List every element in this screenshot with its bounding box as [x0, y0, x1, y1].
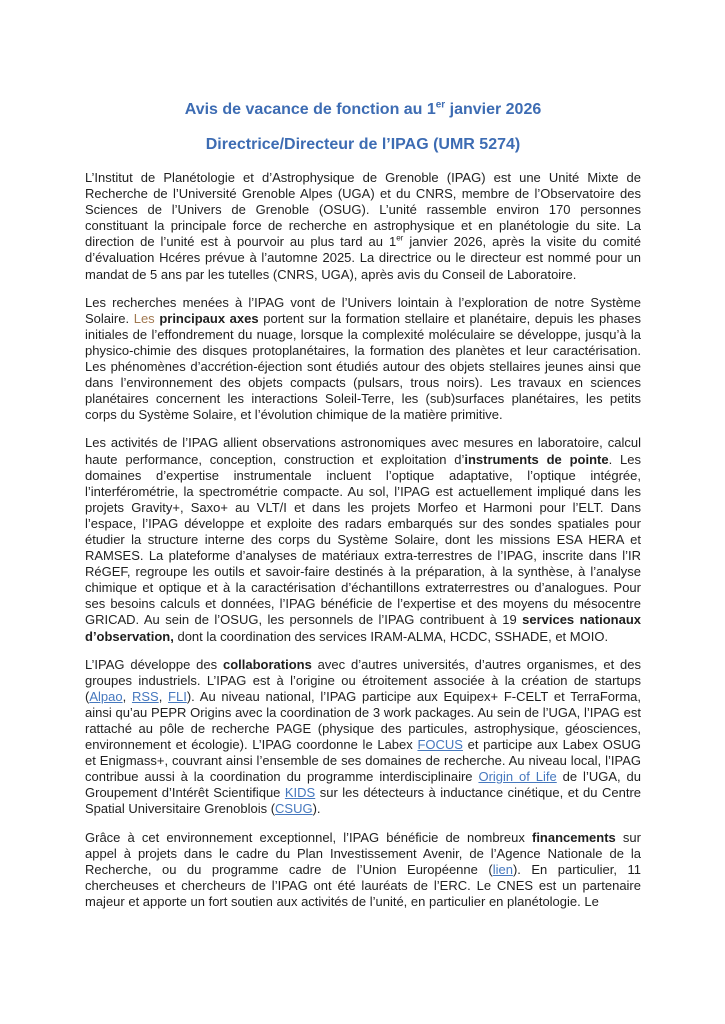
text-run: sur les détecteurs à inductance cinétique, et du Centre Spatial Universitaire Grenoblois ( — [85, 785, 642, 817]
text-run: L’IPAG développe des — [85, 656, 223, 672]
superscript-run: er — [435, 99, 446, 111]
text-run: ). — [312, 801, 321, 817]
text-run: , — [122, 688, 132, 704]
text-run: Les activités de l’IPAG allient observations astronomiques avec mesures en laboratoire, calcul haute performance, conception, construction et exploitation d’ — [85, 435, 641, 467]
text-run: ). En particulier, 11 chercheuses et chercheurs de l’IPAG ont été lauréats de l’ERC. Le CNES est un partenaire majeur et apporte un fort soutien aux activités de l’unité, en particulier en planétologie. Le — [85, 861, 641, 909]
document-subtitle — [85, 135, 641, 155]
link-lien[interactable]: lien — [492, 861, 513, 877]
text-run: avec d’autres universités, d’autres organismes, et des groupes industriels. L’IPAG est à l’origine ou étroitement associée à la création de startups ( — [85, 656, 641, 704]
link-rss[interactable]: RSS — [131, 688, 159, 704]
text-run: janvier 2026, après la visite du comité d’évaluation Hcéres prévue à l’automne 2025. La directrice ou le directeur est nommé pour un mandat de 5 ans par les tutelles (CNRS, UGA), après avis du Conseil de Laboratoire. — [85, 234, 641, 282]
paragraph-collaborations — [85, 657, 641, 818]
link-origin-of-life[interactable]: Origin of Life — [478, 769, 557, 785]
text-run: de l’UGA, du Groupement d’Intérêt Scientifique — [85, 769, 641, 801]
bold-run: services nationaux d’observation, — [85, 612, 641, 644]
text-run: Grâce à cet environnement exceptionnel, l’IPAG bénéficie de nombreux — [85, 829, 532, 845]
text-run: et participe aux Labex OSUG et Enigmass+, couvrant ainsi l’ensemble de ses domaines de recherche. Au niveau local, l’IPAG contribue aussi à la coordination du programme interdisciplinaire — [85, 737, 641, 785]
superscript-run: er — [396, 234, 404, 244]
text-run: janvier 2026 — [445, 101, 542, 118]
link-csug[interactable]: CSUG — [275, 801, 313, 817]
link-fli[interactable]: FLI — [168, 688, 187, 704]
text-run: Directrice/Directeur de l’IPAG (UMR 5274) — [205, 136, 521, 153]
text-run: . Les domaines d’expertise instrumentale incluent l’optique adaptative, l’optique intégrée, l’interférométrie, la spectrométrie compacte. Au sol, l’IPAG est actuellement impliqué dans les projets Gravity+, Saxo+ au VLT/I et dans les projets Morfeo et Harmoni pour l’ELT. Dans l’espace, l’IPAG développe et exploite des radars embarqués sur des sondes spatiales pour étudier la structure interne des corps du Système Solaire, dont les missions ESA HERA et RAMSES. La plateforme d’analyses de matériaux extra-terrestres de l’IPAG, inscrite dans l’IR RéGEF, regroupe les outils et savoir-faire destinés à la préparation, à la synthèse, à l’analyse chimique et optique et à la caractérisation d’échantillons extraterrestres ou d’analogues. Pour ses besoins calculs et données, l’IPAG bénéficie de l’expertise et des moyens du mésocentre GRICAD. Au sein de l’OSUG, les personnels de l’IPAG contribuent à 19 — [85, 451, 641, 628]
paragraph-financements — [85, 830, 641, 910]
text-run: ). Au niveau national, l’IPAG participe aux Equipex+ F-CELT et TerraForma, ainsi qu’au PEPR Origins avec la coordination de 3 work packages. Au sein de l’UGA, l’IPAG est rattaché au pôle de recherche PAGE (physique des particules, astrophysique, géosciences, environnement et écologie). L’IPAG coordonne le Labex — [85, 688, 641, 753]
link-focus[interactable]: FOCUS — [417, 737, 463, 753]
text-run: , — [158, 688, 169, 704]
text-run: Avis de vacance de fonction au 1 — [184, 101, 436, 118]
link-kids[interactable]: KIDS — [284, 785, 316, 801]
bold-run: financements — [531, 829, 616, 845]
text-run: L’Institut de Planétologie et d’Astrophysique de Grenoble (IPAG) est une Unité Mixte de Recherche de l’Université Grenoble Alpes (UGA) et du CNRS, membre de l’Observatoire des Sciences de l’Univers de Grenoble (OSUG). L’unité rassemble environ 170 personnes constituant la principale force de recherche en astrophysique et en planétologie du site. La direction de l’unité est à pourvoir au plus tard au 1 — [85, 170, 641, 250]
bold-run: instruments de pointe — [464, 451, 609, 467]
bold-run: collaborations — [222, 656, 312, 672]
paragraph-presentation — [85, 170, 641, 283]
document-title — [85, 100, 641, 120]
text-run: sur appel à projets dans le cadre du Plan Investissement Avenir, de l’Agence Nationale de la Recherche, ou du programme cadre de l’Union Européenne ( — [85, 829, 641, 877]
document-content — [85, 100, 641, 922]
document-body — [85, 170, 641, 910]
paragraph-recherches — [85, 295, 641, 424]
text-run: portent sur la formation stellaire et planétaire, depuis les phases initiales de l’effondrement du nuage, lorsque la complexité moléculaire se développe, jusqu’à la physico-chimie des disques protoplanétaires, la formation des planètes et leur caractérisation. Les phénomènes d’accrétion-éjection sont étudiés autour des objets stellaires jeunes ainsi que dans l’environnement des objets compacts (pulsars, trous noirs). Les travaux en sciences planétaires concernent les interactions Soleil-Terre, les (sub)surfaces planétaires, les petits corps du Système Solaire, et l’évolution chimique de la matière primitive. — [85, 310, 641, 423]
link-alpao[interactable]: Alpao — [89, 688, 123, 704]
accent-run: Les — [133, 310, 160, 326]
paragraph-activites — [85, 435, 641, 644]
text-run: Les recherches menées à l’IPAG vont de l’Univers lointain à l’exploration de notre Système Solaire. — [85, 294, 641, 326]
text-run: dont la coordination des services IRAM-ALMA, HCDC, SSHADE, et MOIO. — [173, 628, 609, 644]
bold-run: principaux axes — [159, 310, 259, 326]
